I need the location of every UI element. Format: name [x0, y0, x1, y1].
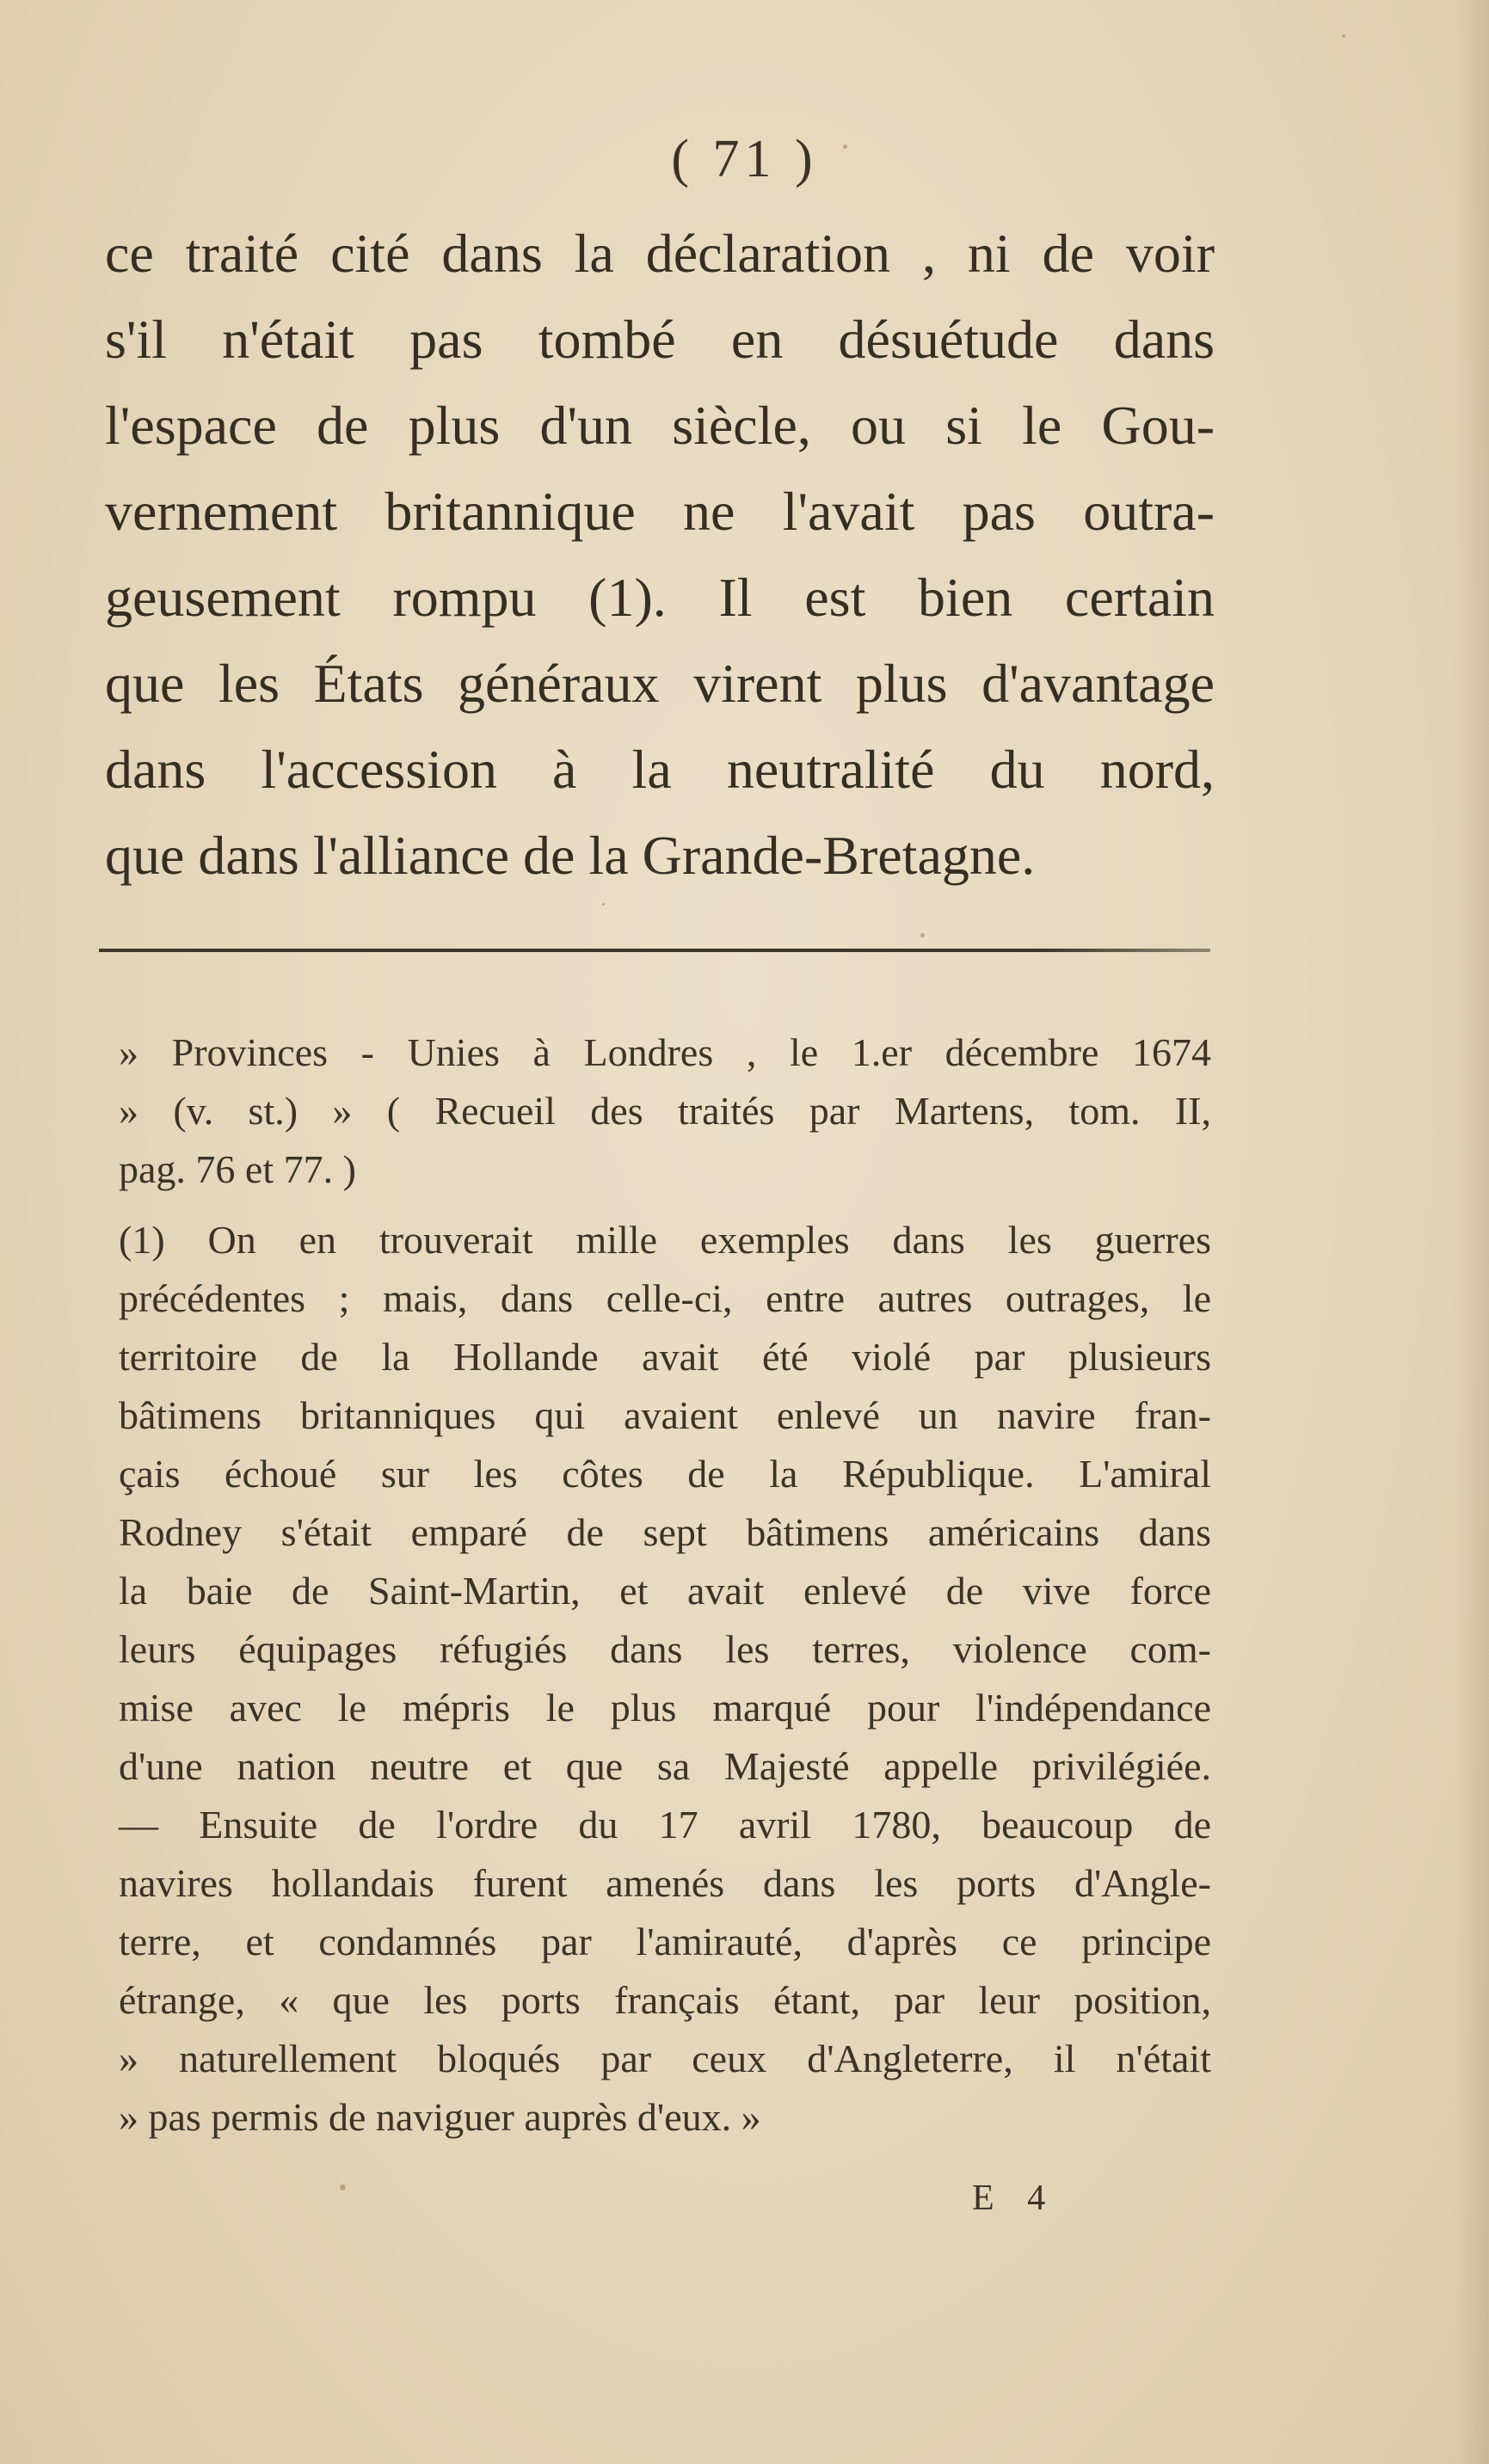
footnote-line: leurs équipages réfugiés dans les terres, violence com-	[119, 1627, 1211, 1671]
signature-mark: E 4	[972, 2178, 1058, 2218]
footnote-line: bâtimens britanniques qui avaient enlevé un navire fran-	[119, 1393, 1211, 1437]
main-text-line: que dans l'alliance de la Grande-Bretagne.	[105, 825, 1036, 886]
main-text-line: s'il n'était pas tombé en désuétude dans	[105, 309, 1215, 370]
separator-rule	[99, 949, 1210, 952]
footnote-line: — Ensuite de l'ordre du 17 avril 1780, beaucoup de	[119, 1803, 1211, 1846]
footnote-line: terre, et condamnés par l'amirauté, d'après ce principe	[119, 1920, 1211, 1963]
paper-speck	[843, 144, 847, 149]
page-edge-shadow	[1455, 0, 1489, 2464]
main-text-block	[105, 211, 1215, 899]
page-number: ( 71 )	[671, 130, 818, 188]
footnote-line: étrange, « que les ports français étant, par leur position,	[119, 1978, 1211, 2022]
paper-speck	[1342, 34, 1345, 38]
footnote-line: » naturellement bloqués par ceux d'Angleterre, il n'était	[119, 2037, 1211, 2080]
footnote-line: navires hollandais furent amenés dans les ports d'Angle-	[119, 1861, 1211, 1905]
note-continuation-line: » (v. st.) » ( Recueil des traités par Martens, tom. II,	[119, 1089, 1211, 1133]
paper-speck	[602, 903, 605, 906]
main-text-line: l'espace de plus d'un siècle, ou si le Gou-	[105, 395, 1215, 456]
footnote-line: Rodney s'était emparé de sept bâtimens américains dans	[119, 1510, 1211, 1554]
paper-speck	[340, 2184, 346, 2191]
main-text-line: vernement britannique ne l'avait pas outra-	[105, 481, 1215, 542]
footnote-line: mise avec le mépris le plus marqué pour l'indépendance	[119, 1686, 1211, 1730]
footnote-line: » pas permis de naviguer auprès d'eux. »	[119, 2095, 761, 2139]
paper-speck	[920, 933, 925, 937]
note-continuation-line: » Provinces - Unies à Londres , le 1.er décembre 1674	[119, 1030, 1211, 1074]
footnote-line: précédentes ; mais, dans celle-ci, entre autres outrages, le	[119, 1276, 1211, 1320]
main-text-line: que les États généraux virent plus d'avantage	[105, 653, 1215, 714]
footnote-line: çais échoué sur les côtes de la République. L'amiral	[119, 1452, 1211, 1496]
footnote-line: (1) On en trouverait mille exemples dans les guerres	[119, 1218, 1211, 1262]
footnote-line: territoire de la Hollande avait été violé par plusieurs	[119, 1335, 1211, 1379]
main-text-line: ce traité cité dans la déclaration , ni de voir	[105, 223, 1215, 284]
footnotes-block	[119, 1023, 1211, 2147]
footnote-line: la baie de Saint-Martin, et avait enlevé de vive force	[119, 1569, 1211, 1613]
main-text-line: geusement rompu (1). Il est bien certain	[105, 567, 1215, 628]
main-text-line: dans l'accession à la neutralité du nord,	[105, 739, 1215, 800]
note-continuation-line: pag. 76 et 77. )	[119, 1147, 356, 1191]
footnote-line: d'une nation neutre et que sa Majesté appelle privilégiée.	[119, 1744, 1211, 1788]
